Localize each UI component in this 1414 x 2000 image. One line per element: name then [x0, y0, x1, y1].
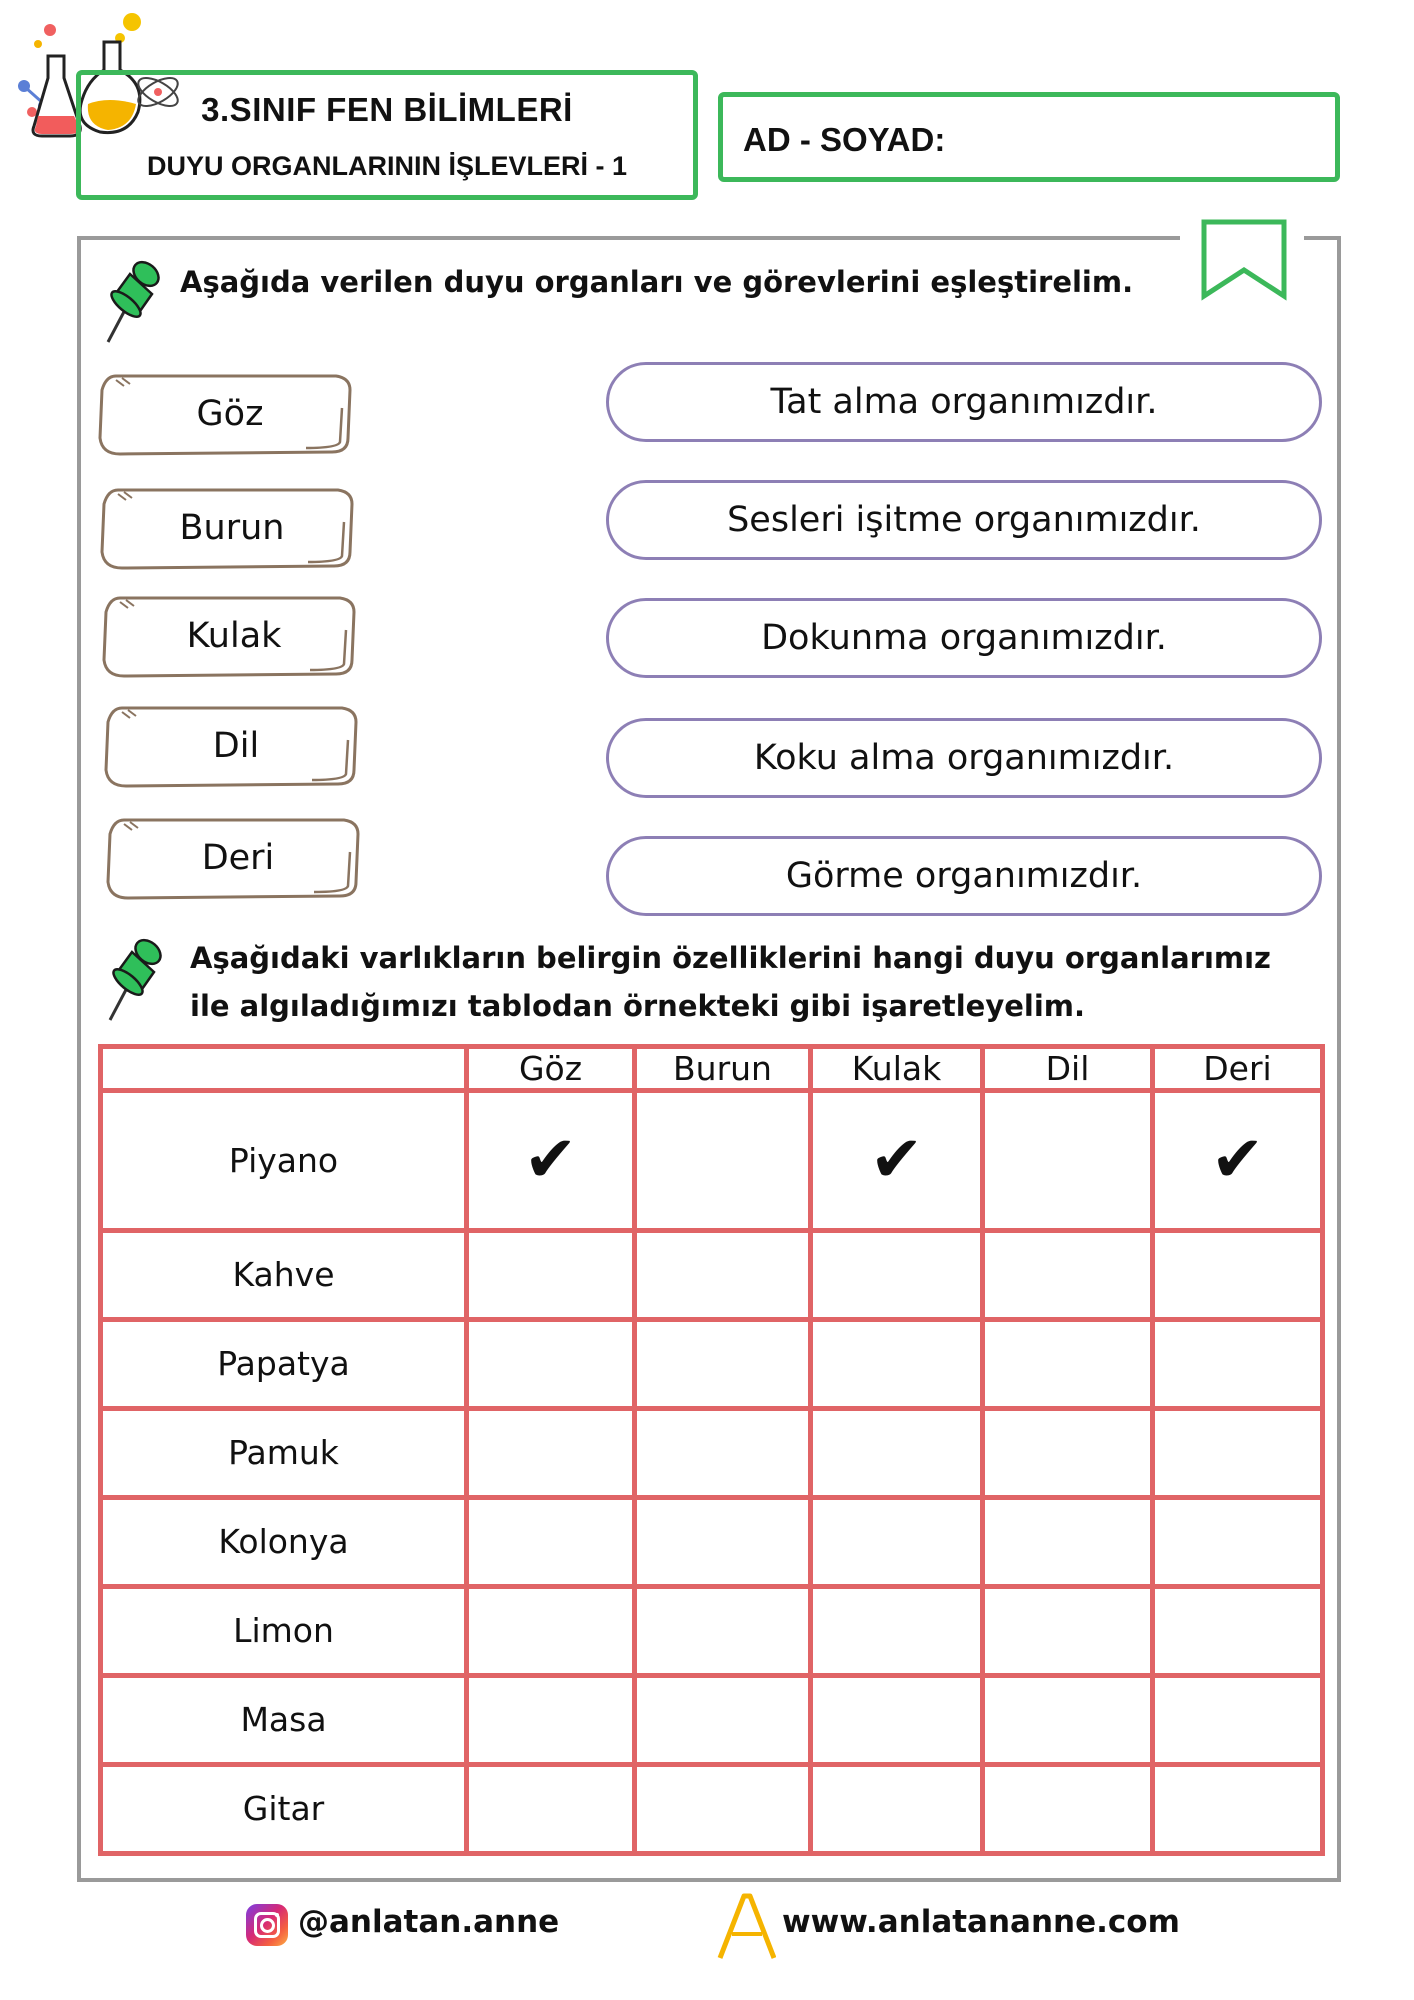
table-row — [101, 1497, 1323, 1586]
website-url[interactable]: www.anlatananne.com — [782, 1904, 1180, 1940]
table-header-row — [101, 1047, 1323, 1091]
title-box — [76, 70, 698, 200]
check-cell[interactable] — [467, 1230, 635, 1319]
check-cell[interactable] — [811, 1586, 983, 1675]
bookmark-icon — [1180, 212, 1304, 312]
pushpin-icon — [100, 256, 170, 346]
row-item-label: Kolonya — [101, 1497, 467, 1586]
check-cell[interactable] — [811, 1091, 983, 1231]
check-cell[interactable] — [467, 1675, 635, 1764]
section2-instruction — [190, 934, 1271, 1030]
check-cell[interactable] — [811, 1497, 983, 1586]
letter-a-logo-icon — [716, 1892, 776, 1962]
organ-label: Deri — [201, 838, 275, 878]
section1-instruction: Aşağıda verilen duyu organları ve görevlerini eşleştirelim. — [180, 265, 1134, 299]
function-pill[interactable]: Görme organımızdır. — [606, 836, 1322, 916]
check-cell[interactable] — [635, 1586, 811, 1675]
check-cell[interactable] — [1153, 1675, 1323, 1764]
check-cell[interactable] — [983, 1319, 1153, 1408]
check-cell[interactable] — [983, 1586, 1153, 1675]
check-cell[interactable] — [1153, 1764, 1323, 1853]
check-cell[interactable] — [811, 1408, 983, 1497]
table-row — [101, 1764, 1323, 1853]
organ-label: Dil — [212, 726, 260, 766]
organ-tag[interactable] — [104, 812, 364, 904]
row-item-label: Gitar — [101, 1764, 467, 1853]
check-cell[interactable] — [983, 1091, 1153, 1231]
table-row — [101, 1586, 1323, 1675]
check-cell[interactable] — [635, 1497, 811, 1586]
organ-label: Göz — [196, 394, 264, 434]
checkmark-icon: ✔ — [523, 1123, 578, 1198]
function-pill[interactable]: Tat alma organımızdır. — [606, 362, 1322, 442]
check-cell[interactable] — [1153, 1091, 1323, 1231]
table-row — [101, 1091, 1323, 1231]
check-cell[interactable] — [635, 1408, 811, 1497]
organ-tag[interactable] — [98, 482, 358, 574]
column-header: Kulak — [811, 1047, 983, 1091]
check-cell[interactable] — [1153, 1319, 1323, 1408]
check-cell[interactable] — [635, 1675, 811, 1764]
worksheet-subtitle: DUYU ORGANLARININ İŞLEVLERİ - 1 — [146, 151, 628, 181]
column-header: Burun — [635, 1047, 811, 1091]
check-cell[interactable] — [983, 1675, 1153, 1764]
check-cell[interactable] — [467, 1408, 635, 1497]
check-cell[interactable] — [635, 1764, 811, 1853]
table-row — [101, 1230, 1323, 1319]
section2-instruction-line1: Aşağıdaki varlıkların belirgin özelliklerini hangi duyu organlarımız — [190, 941, 1271, 975]
table-row — [101, 1319, 1323, 1408]
check-cell[interactable] — [983, 1408, 1153, 1497]
check-cell[interactable] — [467, 1764, 635, 1853]
section2-instruction-line2: ile algıladığımızı tablodan örnekteki gibi işaretleyelim. — [190, 989, 1086, 1023]
column-header: Deri — [1153, 1047, 1323, 1091]
instagram-handle[interactable]: @anlatan.anne — [298, 1904, 560, 1940]
check-cell[interactable] — [983, 1230, 1153, 1319]
row-item-label: Limon — [101, 1586, 467, 1675]
row-item-label: Masa — [101, 1675, 467, 1764]
check-cell[interactable] — [467, 1497, 635, 1586]
check-cell[interactable] — [1153, 1230, 1323, 1319]
check-cell[interactable] — [811, 1230, 983, 1319]
row-item-label: Papatya — [101, 1319, 467, 1408]
name-label: AD - SOYAD: — [743, 121, 946, 158]
check-cell[interactable] — [1153, 1408, 1323, 1497]
check-cell[interactable] — [467, 1586, 635, 1675]
check-cell[interactable] — [467, 1091, 635, 1231]
check-cell[interactable] — [811, 1675, 983, 1764]
check-cell[interactable] — [635, 1091, 811, 1231]
worksheet-title: 3.SINIF FEN BİLİMLERİ — [201, 91, 573, 128]
check-cell[interactable] — [983, 1497, 1153, 1586]
check-cell[interactable] — [635, 1230, 811, 1319]
check-cell[interactable] — [1153, 1497, 1323, 1586]
column-header: Dil — [983, 1047, 1153, 1091]
function-pill[interactable]: Dokunma organımızdır. — [606, 598, 1322, 678]
row-item-label: Pamuk — [101, 1408, 467, 1497]
table-row — [101, 1408, 1323, 1497]
organ-label: Burun — [179, 508, 285, 548]
organ-tag[interactable] — [100, 590, 360, 682]
row-item-label: Kahve — [101, 1230, 467, 1319]
check-cell[interactable] — [635, 1319, 811, 1408]
organ-tag[interactable] — [96, 368, 356, 460]
instagram-icon — [246, 1904, 288, 1946]
table-row — [101, 1675, 1323, 1764]
checkmark-icon: ✔ — [869, 1123, 924, 1198]
function-pill[interactable]: Sesleri işitme organımızdır. — [606, 480, 1322, 560]
check-cell[interactable] — [983, 1764, 1153, 1853]
table-corner-cell — [101, 1047, 467, 1091]
name-field[interactable] — [718, 92, 1340, 182]
check-cell[interactable] — [1153, 1586, 1323, 1675]
check-cell[interactable] — [811, 1764, 983, 1853]
check-cell[interactable] — [811, 1319, 983, 1408]
organ-tag[interactable] — [102, 700, 362, 792]
function-pill[interactable]: Koku alma organımızdır. — [606, 718, 1322, 798]
organ-label: Kulak — [186, 616, 282, 656]
pushpin-icon — [102, 934, 172, 1024]
row-item-label: Piyano — [101, 1091, 467, 1231]
check-cell[interactable] — [467, 1319, 635, 1408]
column-header: Göz — [467, 1047, 635, 1091]
senses-table — [98, 1044, 1325, 1856]
checkmark-icon: ✔ — [1210, 1123, 1265, 1198]
